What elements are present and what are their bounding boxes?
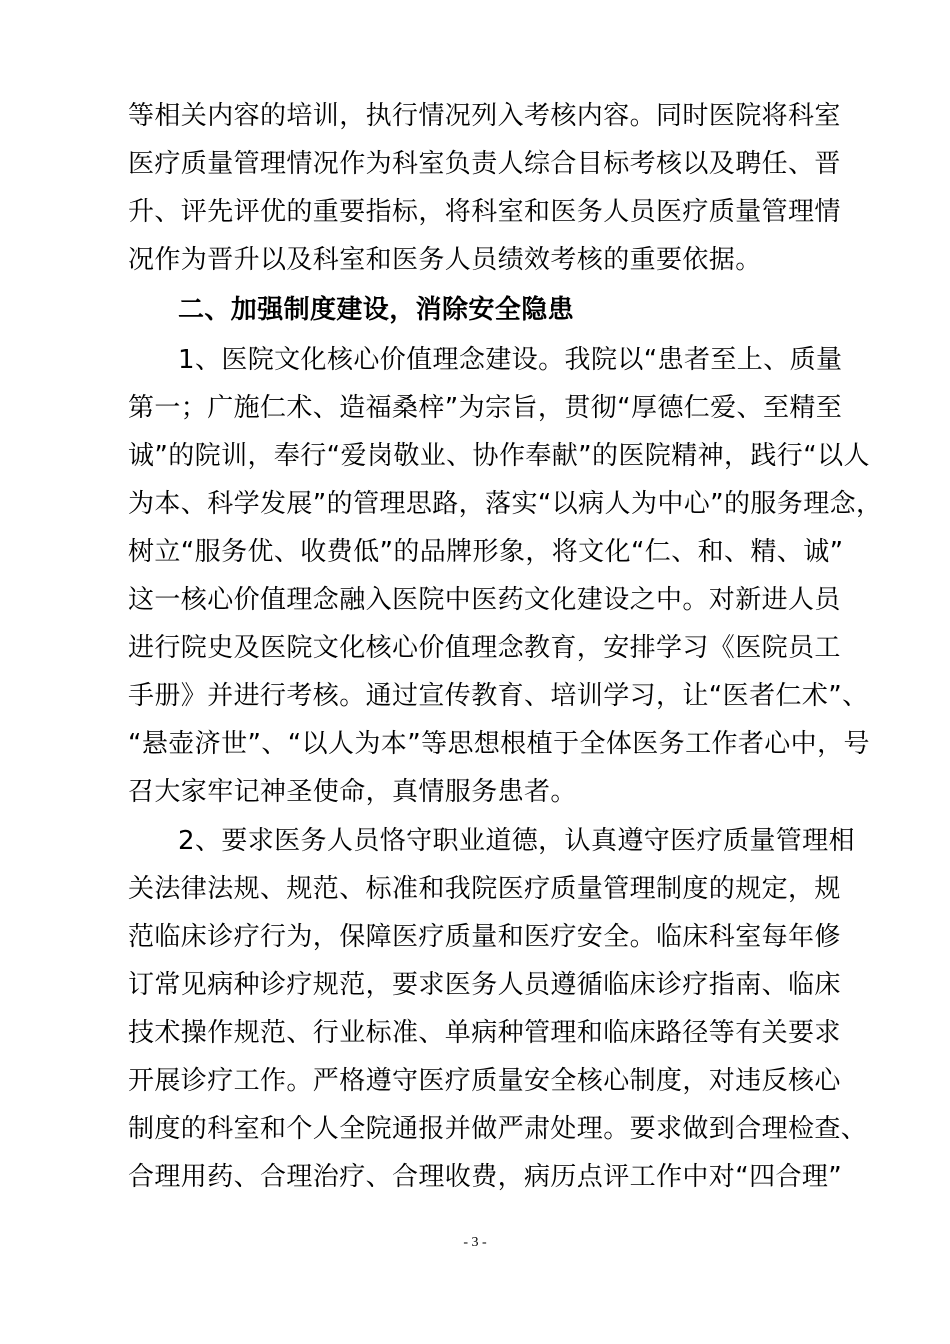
text-line-17: 关法律法规、规范、标准和我院医疗质量管理制度的规定，规 <box>128 874 841 904</box>
text-line-14: “悬壶济世”、“以人为本”等思想根植于全体医务工作者心中，号 <box>128 729 870 759</box>
text-line-19: 订常见病种诊疗规范，要求医务人员遵循临床诊疗指南、临床 <box>128 970 841 1000</box>
text-line-23: 合理用药、合理治疗、合理收费，病历点评工作中对“四合理” <box>128 1162 843 1192</box>
paragraph-2-first-line: 2、要求医务人员恪守职业道德，认真遵守医疗质量管理相 <box>178 826 855 856</box>
text-line-18: 范临床诊疗行为，保障医疗质量和医疗安全。临床科室每年修 <box>128 922 841 952</box>
text-line-13: 手册》并进行考核。通过宣传教育、培训学习，让“医者仁术”、 <box>128 681 869 711</box>
text-line-7: 第一；广施仁术、造福桑梓”为宗旨，贯彻“厚德仁爱、至精至 <box>128 393 843 423</box>
page-number: - 3 - <box>463 1235 487 1250</box>
text-line-4: 况作为晋升以及科室和医务人员绩效考核的重要依据。 <box>128 245 762 275</box>
text-line-10: 树立“服务优、收费低”的品牌形象，将文化“仁、和、精、诚” <box>128 537 844 567</box>
text-line-12: 进行院史及医院文化核心价值理念教育，安排学习《医院员工 <box>128 633 841 663</box>
text-line-20: 技术操作规范、行业标准、单病种管理和临床路径等有关要求 <box>128 1018 841 1048</box>
text-line-1: 等相关内容的培训，执行情况列入考核内容。同时医院将科室 <box>128 101 841 131</box>
text-line-21: 开展诊疗工作。严格遵守医疗质量安全核心制度，对违反核心 <box>128 1066 841 1096</box>
text-line-3: 升、评先评优的重要指标，将科室和医务人员医疗质量管理情 <box>128 197 841 227</box>
text-line-11: 这一核心价值理念融入医院中医药文化建设之中。对新进人员 <box>128 585 841 615</box>
text-line-8: 诚”的院训，奉行“爱岗敬业、协作奉献”的医院精神，践行“以人 <box>128 441 870 471</box>
text-line-9: 为本、科学发展”的管理思路，落实“以病人为中心”的服务理念， <box>128 489 883 519</box>
paragraph-1-first-line: 1、医院文化核心价值理念建设。我院以“患者至上、质量 <box>178 345 843 375</box>
section-heading: 二、加强制度建设，消除安全隐患 <box>178 295 575 325</box>
text-line-22: 制度的科室和个人全院通报并做严肃处理。要求做到合理检查、 <box>128 1114 868 1144</box>
text-line-15: 召大家牢记神圣使命，真情服务患者。 <box>128 777 577 807</box>
text-line-2: 医疗质量管理情况作为科室负责人综合目标考核以及聘任、晋 <box>128 149 841 179</box>
